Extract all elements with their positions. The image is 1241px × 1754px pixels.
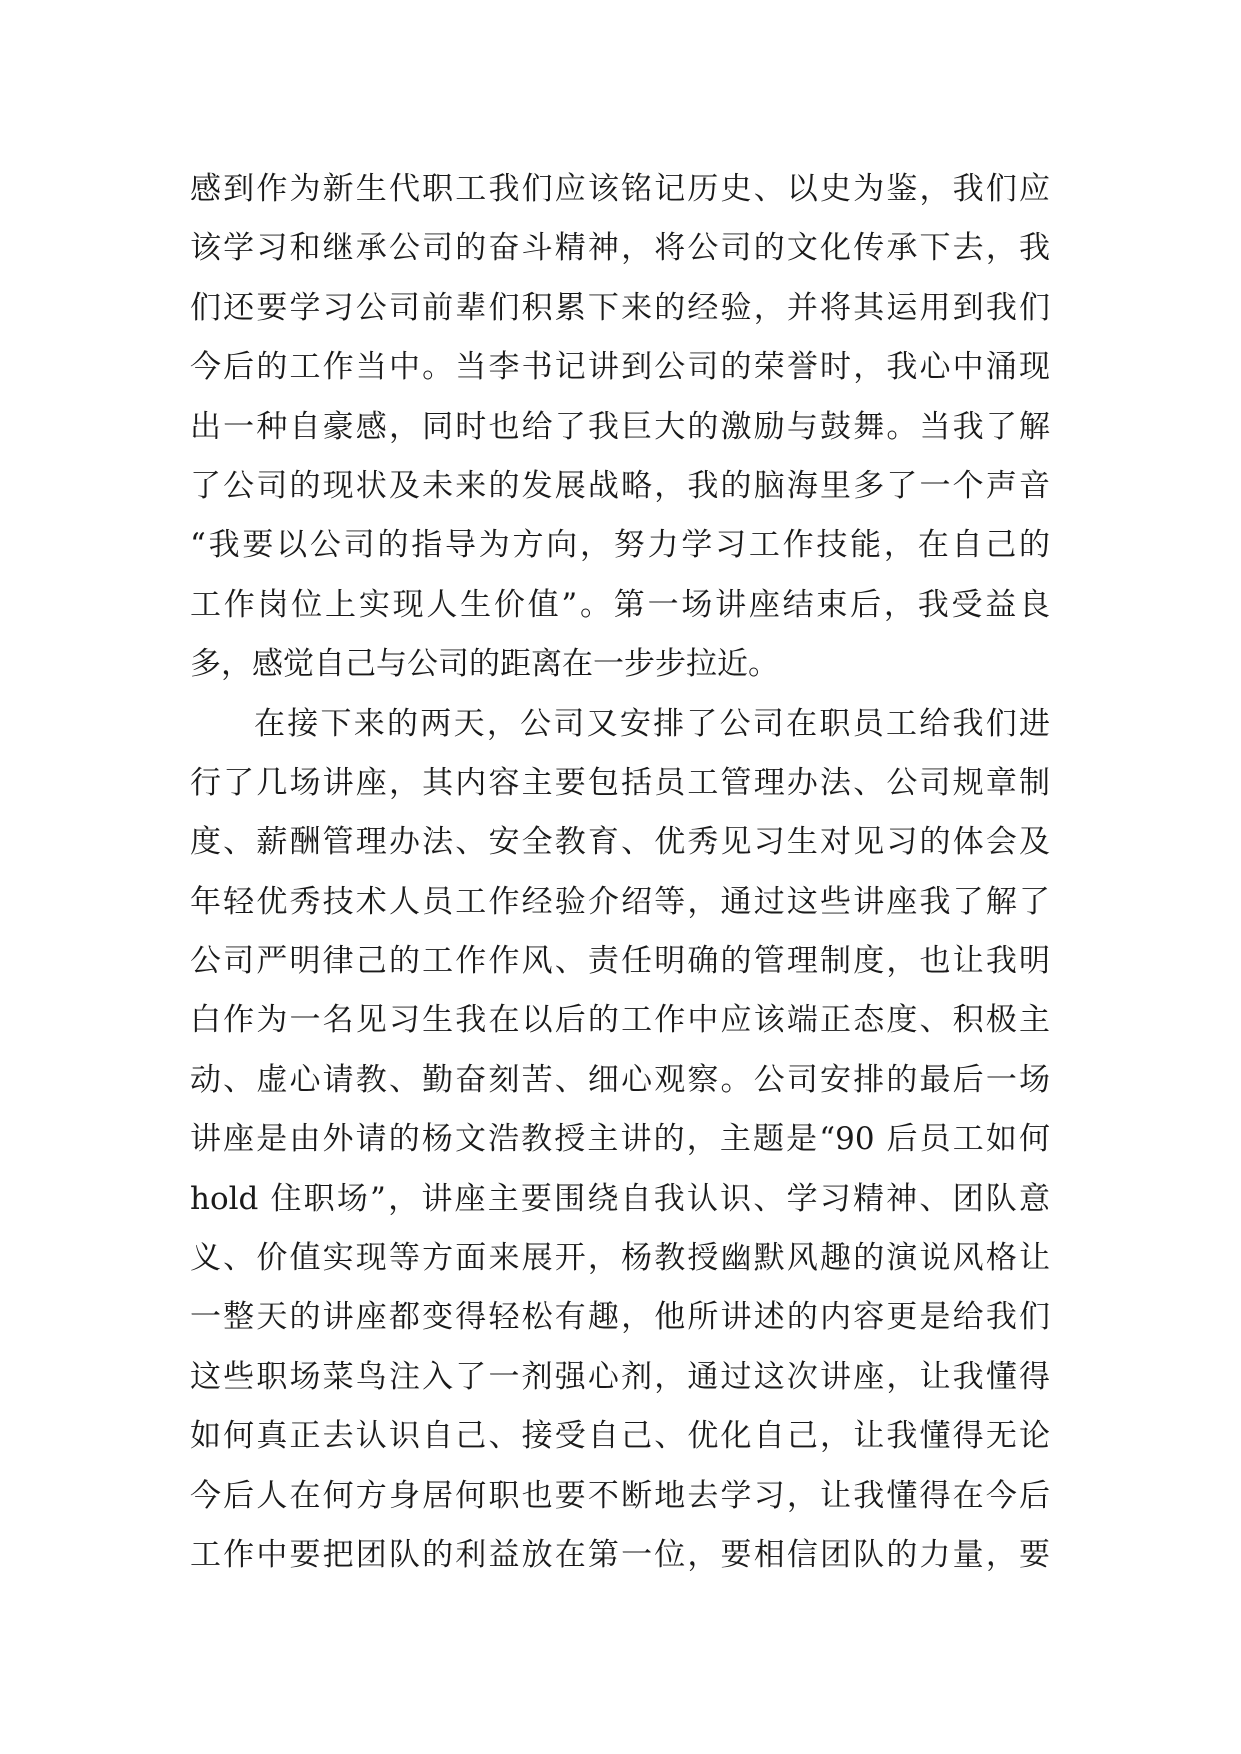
text-line: 讲座是由外请的杨文浩教授主讲的，主题是“90 后员工如何 [190, 1121, 1050, 1158]
paragraph-2 [190, 695, 1050, 1586]
text-line: 动、虚心请教、勤奋刻苦、细心观察。公司安排的最后一场 [190, 1061, 1050, 1098]
text-line: “我要以公司的指导为方向，努力学习工作技能，在自己的 [190, 527, 1050, 564]
text-line: 这些职场菜鸟注入了一剂强心剂，通过这次讲座，让我懂得 [190, 1358, 1050, 1395]
text-line: 工作岗位上实现人生价值”。第一场讲座结束后，我受益良 [190, 586, 1050, 623]
text-line: hold 住职场”，讲座主要围绕自我认识、学习精神、团队意 [190, 1180, 1050, 1217]
text-line: 一整天的讲座都变得轻松有趣，他所讲述的内容更是给我们 [190, 1299, 1050, 1336]
text-line: 感到作为新生代职工我们应该铭记历史、以史为鉴，我们应 [190, 171, 1050, 207]
text-line: 如何真正去认识自己、接受自己、优化自己，让我懂得无论 [190, 1418, 1050, 1455]
text-line: 公司严明律己的工作作风、责任明确的管理制度，也让我明 [190, 943, 1050, 980]
text-line: 义、价值实现等方面来展开，杨教授幽默风趣的演说风格让 [190, 1240, 1050, 1277]
paragraph-1 [190, 160, 1050, 695]
text-line: 出一种自豪感，同时也给了我巨大的激励与鼓舞。当我了解 [190, 408, 1050, 445]
text-line: 们还要学习公司前辈们积累下来的经验，并将其运用到我们 [190, 289, 1050, 326]
text-line: 度、薪酬管理办法、安全教育、优秀见习生对见习的体会及 [190, 824, 1050, 861]
text-line: 工作中要把团队的利益放在第一位，要相信团队的力量，要 [190, 1536, 1050, 1573]
text-line: 今后的工作当中。当李书记讲到公司的荣誉时，我心中涌现 [190, 349, 1050, 386]
text-line: 行了几场讲座，其内容主要包括员工管理办法、公司规章制 [190, 764, 1050, 801]
text-line: 白作为一名见习生我在以后的工作中应该端正态度、积极主 [190, 1002, 1050, 1039]
text-line: 多，感觉自己与公司的距离在一步步拉近。 [190, 646, 779, 683]
text-line: 该学习和继承公司的奋斗精神，将公司的文化传承下去，我 [190, 230, 1050, 267]
text-line: 今后人在何方身居何职也要不断地去学习，让我懂得在今后 [190, 1477, 1050, 1514]
text-line: 在接下来的两天，公司又安排了公司在职员工给我们进 [254, 705, 1050, 742]
text-line: 年轻优秀技术人员工作经验介绍等，通过这些讲座我了解了 [190, 883, 1050, 920]
document-body [190, 160, 1050, 1585]
text-line: 了公司的现状及未来的发展战略，我的脑海里多了一个声音 [190, 467, 1050, 504]
